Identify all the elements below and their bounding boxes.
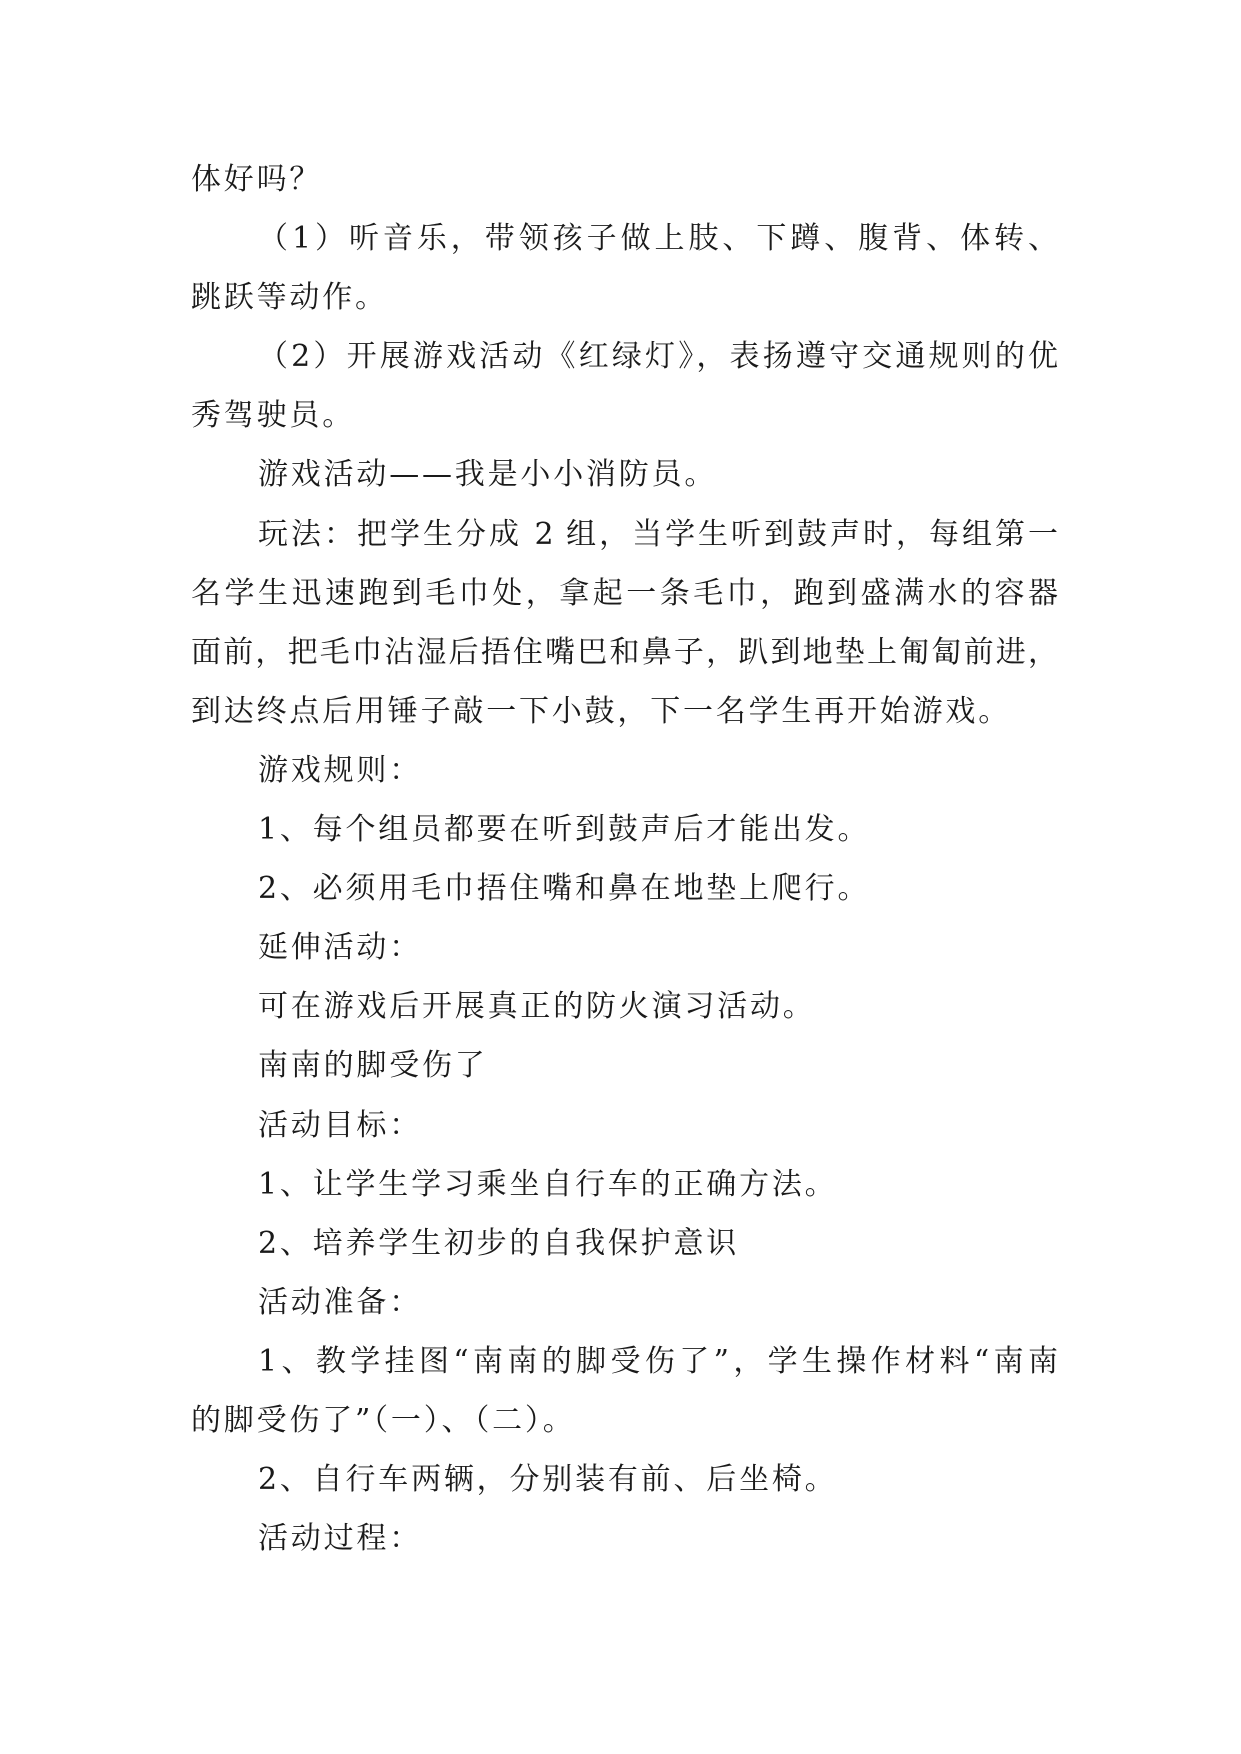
- section-heading: 游戏规则：: [258, 752, 422, 788]
- text-line: 名学生迅速跑到毛巾处，拿起一条毛巾，跑到盛满水的容器: [191, 575, 1058, 611]
- section-heading: 活动目标：: [258, 1107, 422, 1143]
- list-item: 2、必须用毛巾捂住嘴和鼻在地垫上爬行。: [258, 871, 871, 907]
- section-heading: 活动过程：: [258, 1521, 422, 1557]
- section-heading: 游戏活动——我是小小消防员。: [258, 457, 718, 493]
- text-line: 体好吗？: [191, 162, 323, 197]
- text-line: 跳跃等动作。: [191, 280, 388, 316]
- list-item: 1、每个组员都要在听到鼓声后才能出发。: [258, 812, 871, 848]
- activity-title: 南南的脚受伤了: [258, 1048, 488, 1084]
- text-line: 面前，把毛巾沾湿后捂住嘴巴和鼻子，趴到地垫上匍匐前进，: [191, 634, 1058, 670]
- text-line: 秀驾驶员。: [191, 398, 355, 434]
- text-line: 玩法：把学生分成 2 组，当学生听到鼓声时，每组第一: [258, 516, 1058, 552]
- list-item: 1、教学挂图“南南的脚受伤了”，学生操作材料“南南: [258, 1343, 1058, 1379]
- section-heading: 活动准备：: [258, 1284, 422, 1320]
- text-line: （2）开展游戏活动《红绿灯》，表扬遵守交通规则的优: [258, 339, 1058, 375]
- list-item: 2、自行车两辆，分别装有前、后坐椅。: [258, 1462, 838, 1498]
- text-line: （1）听音乐，带领孩子做上肢、下蹲、腹背、体转、: [258, 221, 1058, 257]
- text-line: 的脚受伤了”（一）、（二）。: [191, 1402, 576, 1438]
- text-line: 到达终点后用锤子敲一下小鼓，下一名学生再开始游戏。: [191, 693, 1011, 729]
- list-item: 2、培养学生初步的自我保护意识: [258, 1225, 740, 1261]
- section-heading: 延伸活动：: [258, 930, 422, 966]
- text-line: 可在游戏后开展真正的防火演习活动。: [258, 989, 816, 1025]
- document-body: [191, 150, 1058, 1568]
- list-item: 1、让学生学习乘坐自行车的正确方法。: [258, 1166, 838, 1202]
